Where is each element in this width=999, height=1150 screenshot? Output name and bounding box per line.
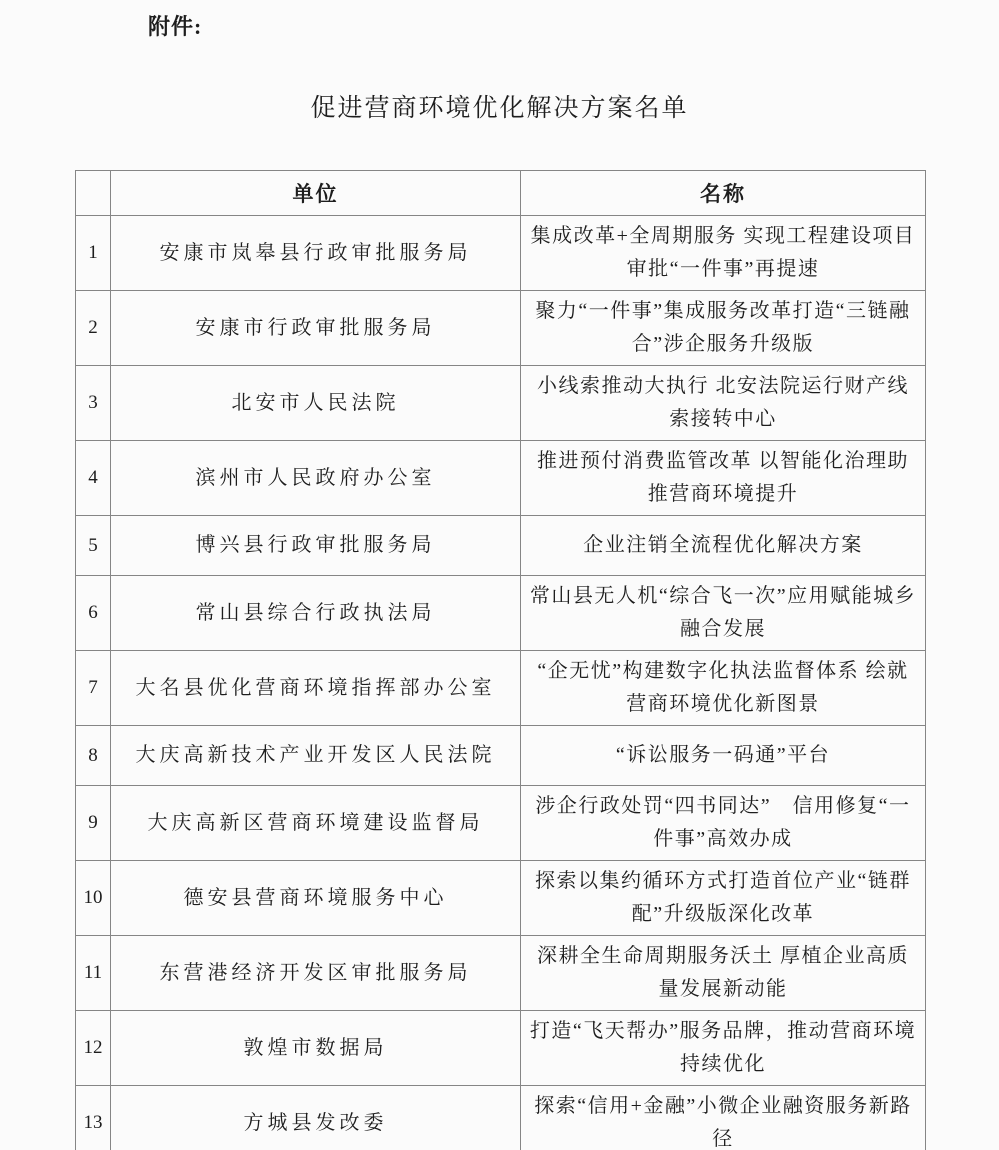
row-name-cell: 探索“信用+金融”小微企业融资服务新路径	[521, 1086, 926, 1150]
row-number-cell: 12	[76, 1011, 111, 1086]
row-number-cell: 10	[76, 861, 111, 936]
row-name-cell: “企无忧”构建数字化执法监督体系 绘就营商环境优化新图景	[521, 651, 926, 726]
row-unit-cell: 安康市行政审批服务局	[111, 291, 521, 366]
row-name-cell: 打造“飞天帮办”服务品牌，推动营商环境持续优化	[521, 1011, 926, 1086]
row-name-cell: 企业注销全流程优化解决方案	[521, 516, 926, 576]
row-name-cell: 推进预付消费监管改革 以智能化治理助推营商环境提升	[521, 441, 926, 516]
solutions-table	[75, 170, 926, 1150]
table-row	[76, 786, 926, 861]
row-number-cell: 9	[76, 786, 111, 861]
row-unit-cell: 大庆高新区营商环境建设监督局	[111, 786, 521, 861]
row-number-cell: 1	[76, 216, 111, 291]
row-unit-cell: 敦煌市数据局	[111, 1011, 521, 1086]
table-row	[76, 1086, 926, 1150]
table-body	[76, 216, 926, 1150]
row-number-cell: 2	[76, 291, 111, 366]
table-row	[76, 1011, 926, 1086]
row-name-cell: 集成改革+全周期服务 实现工程建设项目审批“一件事”再提速	[521, 216, 926, 291]
row-number-cell: 13	[76, 1086, 111, 1150]
table-row	[76, 651, 926, 726]
row-unit-cell: 方城县发改委	[111, 1086, 521, 1150]
table-row	[76, 291, 926, 366]
row-unit-cell: 德安县营商环境服务中心	[111, 861, 521, 936]
row-unit-cell: 常山县综合行政执法局	[111, 576, 521, 651]
row-number-cell: 8	[76, 726, 111, 786]
row-number-cell: 7	[76, 651, 111, 726]
row-number-cell: 11	[76, 936, 111, 1011]
row-unit-cell: 东营港经济开发区审批服务局	[111, 936, 521, 1011]
header-cell-number	[76, 171, 111, 216]
row-unit-cell: 滨州市人民政府办公室	[111, 441, 521, 516]
row-number-cell: 3	[76, 366, 111, 441]
row-name-cell: 常山县无人机“综合飞一次”应用赋能城乡融合发展	[521, 576, 926, 651]
row-number-cell: 6	[76, 576, 111, 651]
row-name-cell: 聚力“一件事”集成服务改革打造“三链融合”涉企服务升级版	[521, 291, 926, 366]
table-row	[76, 441, 926, 516]
row-name-cell: 涉企行政处罚“四书同达” 信用修复“一件事”高效办成	[521, 786, 926, 861]
row-unit-cell: 大名县优化营商环境指挥部办公室	[111, 651, 521, 726]
header-cell-unit: 单位	[111, 171, 521, 216]
row-name-cell: 探索以集约循环方式打造首位产业“链群配”升级版深化改革	[521, 861, 926, 936]
table-row	[76, 216, 926, 291]
table-row	[76, 936, 926, 1011]
table-header-row	[76, 171, 926, 216]
row-unit-cell: 安康市岚皋县行政审批服务局	[111, 216, 521, 291]
table-row	[76, 861, 926, 936]
row-name-cell: 小线索推动大执行 北安法院运行财产线索接转中心	[521, 366, 926, 441]
table-row	[76, 366, 926, 441]
row-number-cell: 4	[76, 441, 111, 516]
table-row	[76, 516, 926, 576]
table-row	[76, 576, 926, 651]
row-number-cell: 5	[76, 516, 111, 576]
attachment-label: 附件:	[148, 14, 203, 39]
page-title: 促进营商环境优化解决方案名单	[310, 95, 689, 122]
row-name-cell: “诉讼服务一码通”平台	[521, 726, 926, 786]
row-name-cell: 深耕全生命周期服务沃土 厚植企业高质量发展新动能	[521, 936, 926, 1011]
row-unit-cell: 大庆高新技术产业开发区人民法院	[111, 726, 521, 786]
row-unit-cell: 博兴县行政审批服务局	[111, 516, 521, 576]
header-cell-name: 名称	[521, 171, 926, 216]
row-unit-cell: 北安市人民法院	[111, 366, 521, 441]
table-row	[76, 726, 926, 786]
table-header	[76, 171, 926, 216]
